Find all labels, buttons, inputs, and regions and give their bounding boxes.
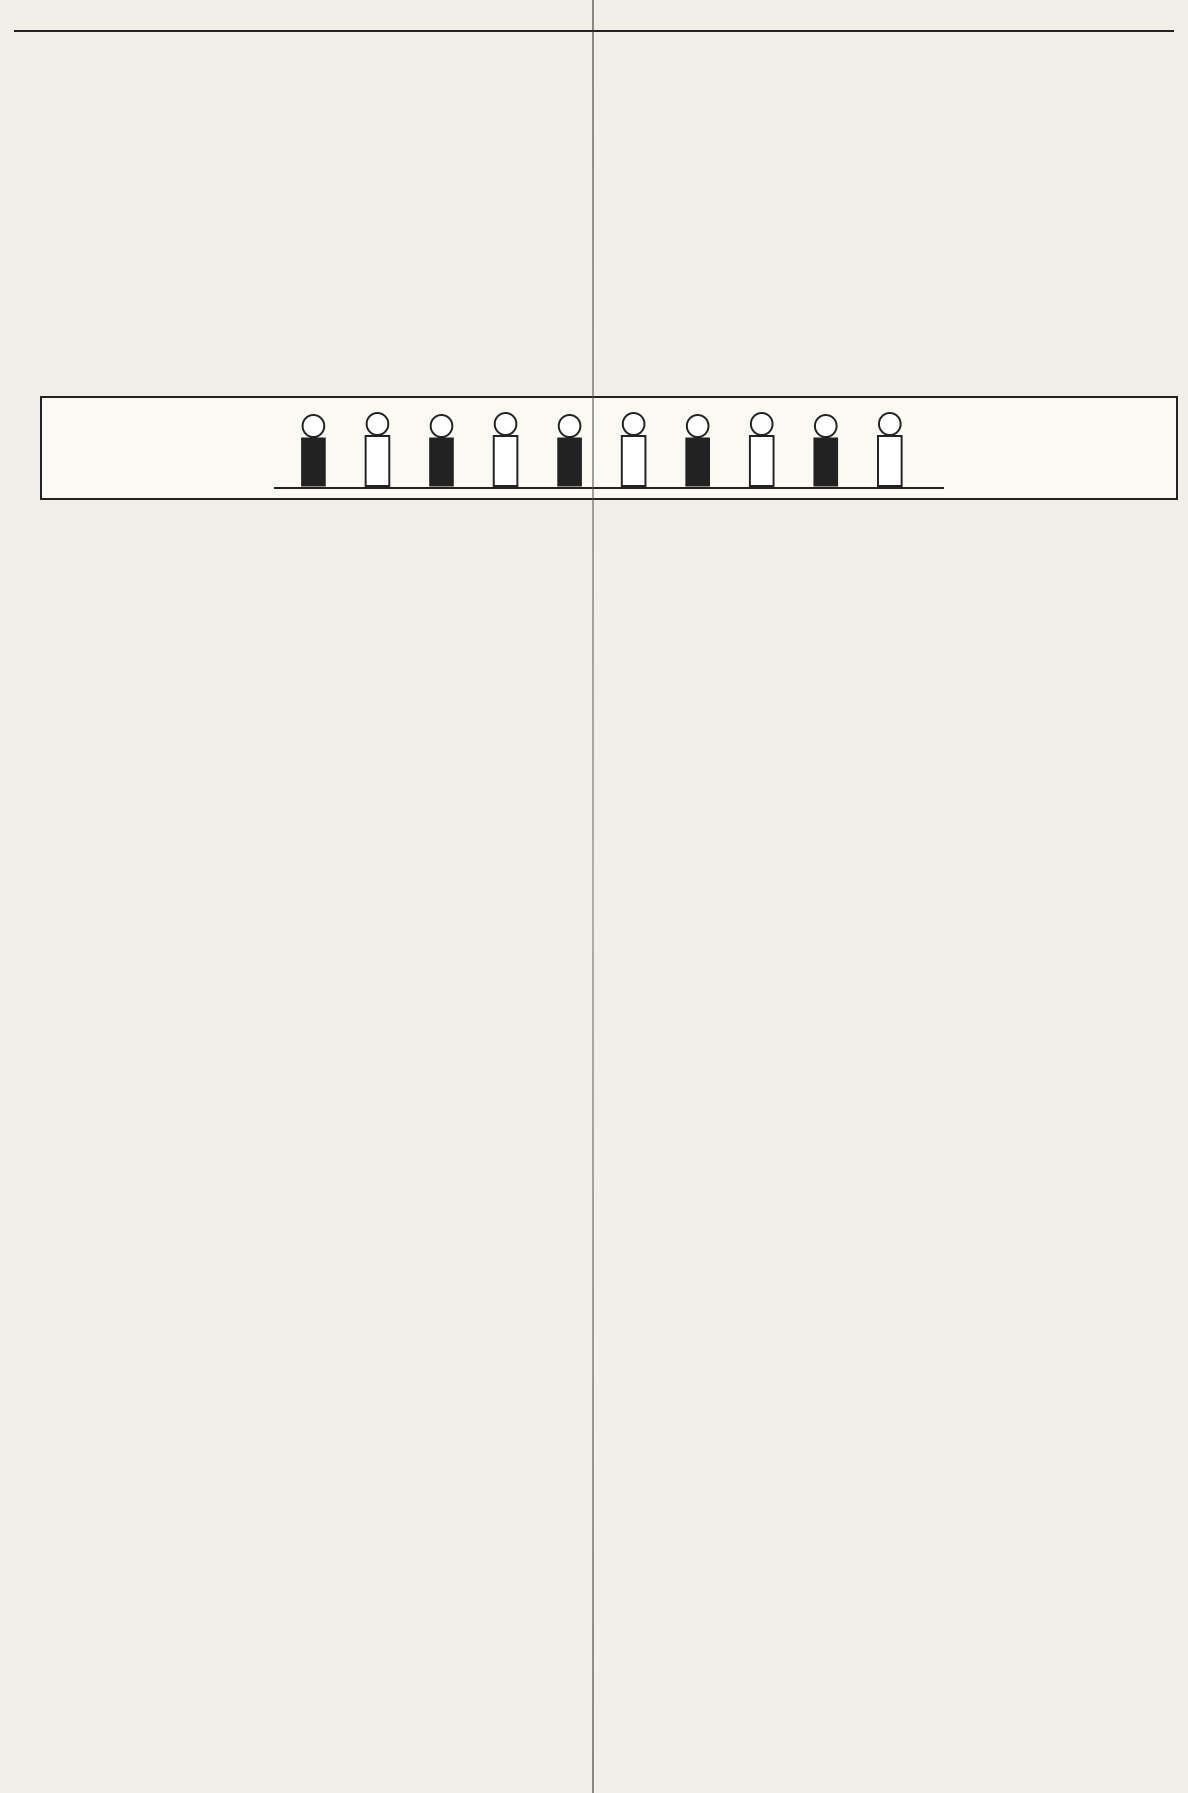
paper-list [588, 11, 600, 26]
tradesmen-illustration [274, 402, 944, 494]
classified-listings [14, 34, 1174, 392]
service-directory-listings [40, 502, 1174, 1786]
masthead [14, 6, 1174, 32]
service-directory-banner [40, 396, 1178, 500]
page-fold-crease [592, 0, 594, 1793]
